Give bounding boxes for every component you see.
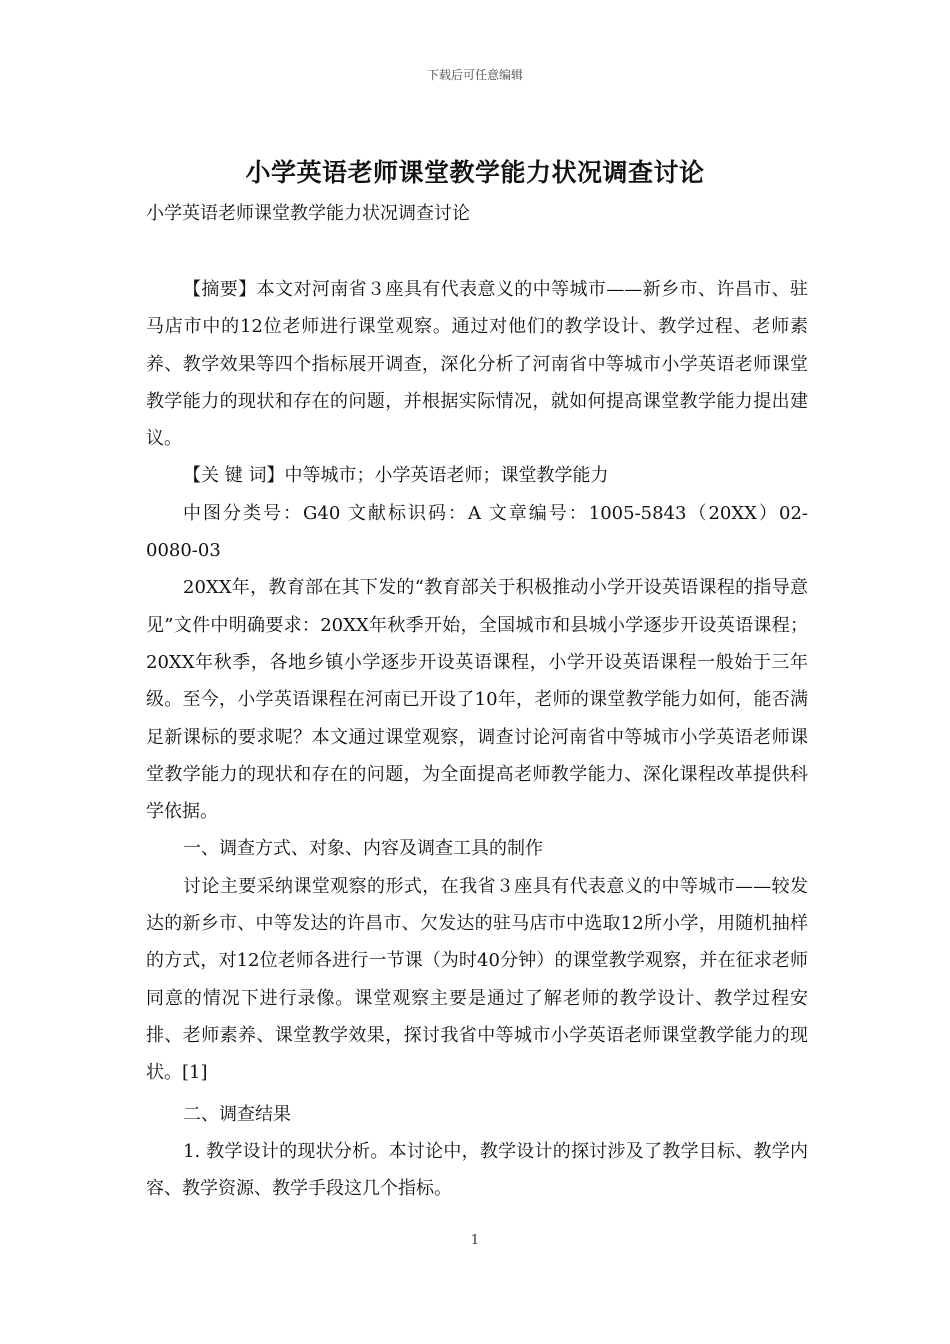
- method-paragraph: 讨论主要采纳课堂观察的形式，在我省３座具有代表意义的中等城市——较发达的新乡市、中等发达的许昌市、欠发达的驻马店市中选取12所小学，用随机抽样的方式，对12位老师各进行一节课（为时40分钟）的课堂教学观察，并在征求老师同意的情况下进行录像。课堂观察主要是通过了解老师的教学设计、教学过程安排、老师素养、课堂教学效果，探讨我省中等城市小学英语老师课堂教学能力的现状。[1]: [146, 875, 808, 1084]
- document-subtitle: 小学英语老师课堂教学能力状况调查讨论: [146, 203, 470, 224]
- page-number: 1: [470, 1233, 480, 1248]
- section-heading-2: 二、调查结果: [183, 1103, 291, 1125]
- section-heading-1: 一、调查方式、对象、内容及调查工具的制作: [183, 838, 543, 860]
- intro-paragraph: 20XX年，教育部在其下发的“教育部关于积极推动小学开设英语课程的指导意见”文件中明确要求：20XX年秋季开始，全国城市和县城小学逐步开设英语课程；20XX年秋季，各地乡镇小学逐步开设英语课程，小学开设英语课程一般始于三年级。至今，小学英语课程在河南已开设了10年，老师的课堂教学能力如何，能否满足新课标的要求呢？本文通过课堂观察，调查讨论河南省中等城市小学英语老师课堂教学能力的现状和存在的问题，为全面提高老师教学能力、深化课程改革提供科学依据。: [146, 577, 808, 823]
- results-paragraph: 1. 教学设计的现状分析。本讨论中，教学设计的探讨涉及了教学目标、教学内容、教学资源、教学手段这几个指标。: [146, 1140, 808, 1200]
- document-title: 小学英语老师课堂教学能力状况调查讨论: [245, 158, 705, 187]
- abstract-paragraph: 【摘要】本文对河南省３座具有代表意义的中等城市——新乡市、许昌市、驻马店市中的12位老师进行课堂观察。通过对他们的教学设计、教学过程、老师素养、教学效果等四个指标展开调查，深化分析了河南省中等城市小学英语老师课堂教学能力的现状和存在的问题，并根据实际情况，就如何提高课堂教学能力提出建议。: [146, 279, 808, 450]
- keywords-paragraph: 【关 键 词】中等城市；小学英语老师；课堂教学能力: [183, 465, 609, 487]
- document-body: [146, 271, 808, 1207]
- classification-paragraph: 中图分类号：G40 文献标识码：A 文章编号：1005-5843（20XX）02-0080-03: [146, 502, 808, 562]
- page-header-note: 下载后可任意编辑: [426, 68, 523, 82]
